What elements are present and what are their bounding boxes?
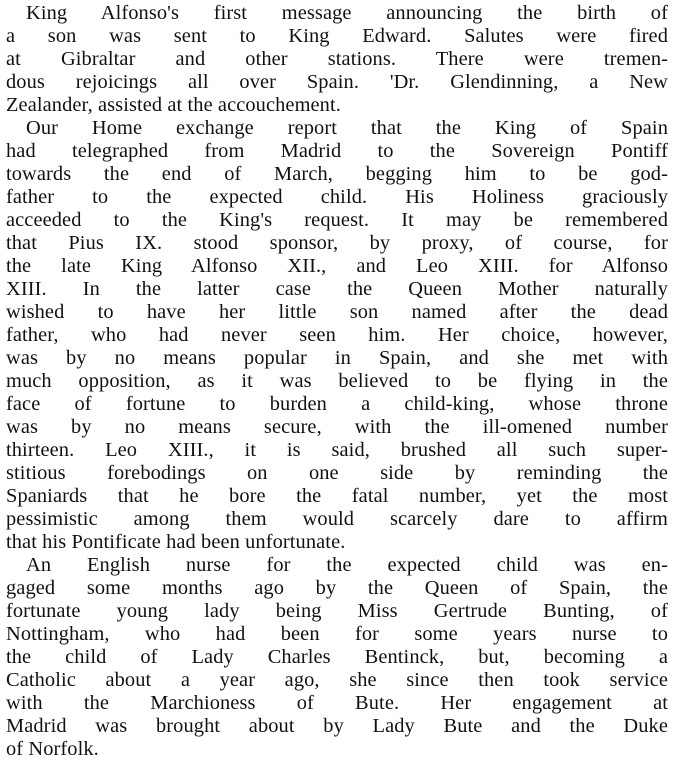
text-line: the late King Alfonso XII., and Leo XIII. for Alfonso (6, 255, 668, 277)
text-line: with the Marchioness of Bute. Her engagement at (6, 692, 668, 714)
text-line: of Norfolk. (6, 738, 99, 760)
text-line: XIII. In the latter case the Queen Mother naturally (6, 278, 668, 300)
text-line: Spaniards that he bore the fatal number, yet the most (6, 485, 668, 507)
text-line: much opposition, as it was believed to be flying in the (6, 370, 668, 392)
paragraph-birth-message (6, 2, 668, 117)
text-line: Catholic about a year ago, she since then took service (6, 669, 668, 691)
text-line: thirteen. Leo XIII., it is said, brushed all such super- (6, 439, 668, 461)
text-line: Zealander, assisted at the accouchement. (6, 94, 341, 116)
text-line: fortunate young lady being Miss Gertrude Bunting, of (6, 600, 668, 622)
text-line: stitious forebodings on one side by reminding the (6, 462, 668, 484)
paragraph-english-nurse (6, 554, 668, 761)
text-line: had telegraphed from Madrid to the Sovereign Pontiff (6, 140, 668, 162)
text-line: a son was sent to King Edward. Salutes were fired (6, 25, 668, 47)
text-line: Our Home exchange report that the King of Spain (26, 117, 668, 139)
paragraph-godfather-request (6, 117, 668, 554)
text-line: at Gibraltar and other stations. There were tremen- (6, 48, 668, 70)
text-line: gaged some months ago by the Queen of Spain, the (6, 577, 668, 599)
text-line: towards the end of March, begging him to be god- (6, 163, 668, 185)
text-line: pessimistic among them would scarcely dare to affirm (6, 508, 668, 530)
text-line: the child of Lady Charles Bentinck, but, becoming a (6, 646, 668, 668)
article-column (6, 2, 668, 761)
text-line: face of fortune to burden a child-king, whose throne (6, 393, 668, 415)
text-line: was by no means secure, with the ill-omened number (6, 416, 668, 438)
text-line: Madrid was brought about by Lady Bute and the Duke (6, 715, 668, 737)
text-line: dous rejoicings all over Spain. 'Dr. Glendinning, a New (6, 71, 668, 93)
text-line: An English nurse for the expected child was en- (26, 554, 668, 576)
text-line: father to the expected child. His Holiness graciously (6, 186, 668, 208)
text-line: King Alfonso's first message announcing the birth of (26, 2, 668, 24)
text-line: acceeded to the King's request. It may be remembered (6, 209, 668, 231)
text-line: wished to have her little son named after the dead (6, 301, 668, 323)
text-line: Nottingham, who had been for some years nurse to (6, 623, 668, 645)
text-line: father, who had never seen him. Her choice, however, (6, 324, 668, 346)
text-line: that Pius IX. stood sponsor, by proxy, of course, for (6, 232, 668, 254)
text-line: was by no means popular in Spain, and she met with (6, 347, 668, 369)
text-line: that his Pontificate had been unfortunate. (6, 531, 346, 553)
